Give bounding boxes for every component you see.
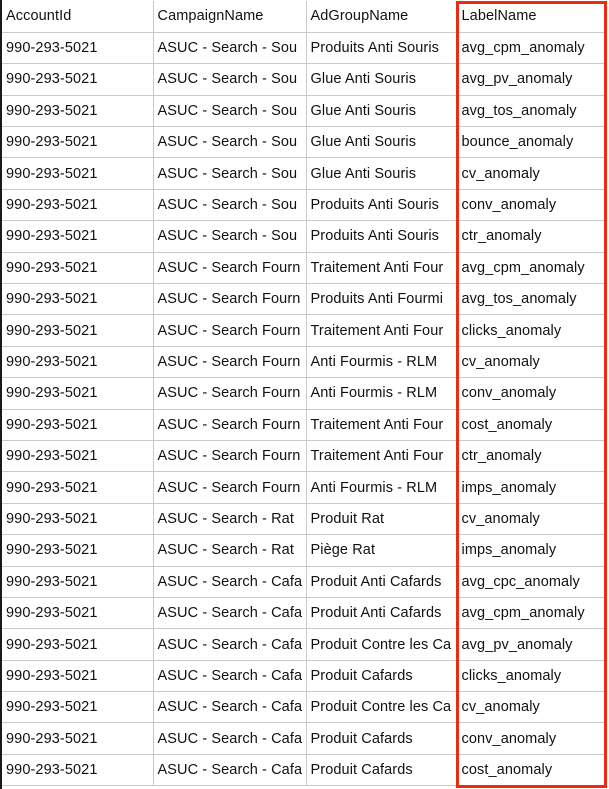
cell-labelname[interactable]: avg_cpm_anomaly — [457, 32, 607, 63]
cell-accountid[interactable]: 990-293-5021 — [2, 409, 153, 440]
table-row — [2, 95, 607, 126]
cell-accountid[interactable]: 990-293-5021 — [2, 566, 153, 597]
cell-accountid[interactable]: 990-293-5021 — [2, 64, 153, 95]
cell-accountid[interactable]: 990-293-5021 — [2, 95, 153, 126]
table-row — [2, 32, 607, 63]
cell-campaignname[interactable]: ASUC - Search - Cafa — [153, 754, 306, 785]
cell-accountid[interactable]: 990-293-5021 — [2, 629, 153, 660]
cell-labelname[interactable]: conv_anomaly — [457, 378, 607, 409]
table-row — [2, 692, 607, 723]
cell-campaignname[interactable]: ASUC - Search Fourn — [153, 284, 306, 315]
table-row — [2, 754, 607, 785]
cell-labelname[interactable]: ctr_anomaly — [457, 221, 607, 252]
cell-adgroupname[interactable]: Glue Anti Souris — [306, 95, 457, 126]
cell-campaignname[interactable]: ASUC - Search - Sou — [153, 221, 306, 252]
cell-accountid[interactable]: 990-293-5021 — [2, 252, 153, 283]
cell-labelname[interactable]: avg_cpm_anomaly — [457, 252, 607, 283]
cell-accountid[interactable]: 990-293-5021 — [2, 346, 153, 377]
cell-campaignname[interactable]: ASUC - Search - Rat — [153, 503, 306, 534]
cell-campaignname[interactable]: ASUC - Search Fourn — [153, 346, 306, 377]
cell-campaignname[interactable]: ASUC - Search - Cafa — [153, 629, 306, 660]
cell-accountid[interactable]: 990-293-5021 — [2, 754, 153, 785]
cell-accountid[interactable]: 990-293-5021 — [2, 32, 153, 63]
cell-labelname[interactable]: avg_cpm_anomaly — [457, 597, 607, 628]
cell-accountid[interactable]: 990-293-5021 — [2, 723, 153, 754]
cell-campaignname[interactable]: ASUC - Search - Sou — [153, 64, 306, 95]
cell-accountid[interactable]: 990-293-5021 — [2, 221, 153, 252]
table-row — [2, 346, 607, 377]
cell-accountid[interactable]: 990-293-5021 — [2, 692, 153, 723]
header-cell-labelname[interactable]: LabelName — [457, 1, 607, 32]
cell-accountid[interactable]: 990-293-5021 — [2, 189, 153, 220]
table-row — [2, 409, 607, 440]
cell-campaignname[interactable]: ASUC - Search Fourn — [153, 472, 306, 503]
cell-adgroupname[interactable]: Produits Anti Souris — [306, 189, 457, 220]
cell-accountid[interactable]: 990-293-5021 — [2, 535, 153, 566]
cell-campaignname[interactable]: ASUC - Search Fourn — [153, 378, 306, 409]
cell-campaignname[interactable]: ASUC - Search Fourn — [153, 409, 306, 440]
cell-labelname[interactable]: cv_anomaly — [457, 503, 607, 534]
cell-campaignname[interactable]: ASUC - Search - Cafa — [153, 723, 306, 754]
cell-labelname[interactable]: cv_anomaly — [457, 158, 607, 189]
cell-adgroupname[interactable]: Piège Rat — [306, 535, 457, 566]
cell-campaignname[interactable]: ASUC - Search - Sou — [153, 127, 306, 158]
table-row — [2, 535, 607, 566]
cell-accountid[interactable]: 990-293-5021 — [2, 503, 153, 534]
table-row — [2, 158, 607, 189]
cell-campaignname[interactable]: ASUC - Search - Sou — [153, 95, 306, 126]
cell-accountid[interactable]: 990-293-5021 — [2, 315, 153, 346]
cell-labelname[interactable]: avg_pv_anomaly — [457, 629, 607, 660]
cell-labelname[interactable]: conv_anomaly — [457, 189, 607, 220]
cell-accountid[interactable]: 990-293-5021 — [2, 158, 153, 189]
cell-accountid[interactable]: 990-293-5021 — [2, 597, 153, 628]
table-row — [2, 284, 607, 315]
cell-labelname[interactable]: cv_anomaly — [457, 346, 607, 377]
cell-adgroupname[interactable]: Produit Rat — [306, 503, 457, 534]
cell-labelname[interactable]: conv_anomaly — [457, 723, 607, 754]
cell-adgroupname[interactable]: Anti Fourmis - RLM — [306, 378, 457, 409]
spreadsheet-body — [2, 1, 607, 786]
table-row — [2, 127, 607, 158]
table-row — [2, 252, 607, 283]
table-row — [2, 189, 607, 220]
cell-labelname[interactable]: cost_anomaly — [457, 754, 607, 785]
header-row — [2, 1, 607, 32]
cell-campaignname[interactable]: ASUC - Search - Sou — [153, 158, 306, 189]
table-row — [2, 597, 607, 628]
table-row — [2, 629, 607, 660]
cell-accountid[interactable]: 990-293-5021 — [2, 284, 153, 315]
cell-campaignname[interactable]: ASUC - Search Fourn — [153, 315, 306, 346]
cell-accountid[interactable]: 990-293-5021 — [2, 127, 153, 158]
cell-labelname[interactable]: clicks_anomaly — [457, 315, 607, 346]
cell-adgroupname[interactable]: Produit Cafards — [306, 754, 457, 785]
cell-adgroupname[interactable]: Glue Anti Souris — [306, 127, 457, 158]
table-row — [2, 440, 607, 471]
cell-adgroupname[interactable]: Anti Fourmis - RLM — [306, 472, 457, 503]
cell-accountid[interactable]: 990-293-5021 — [2, 378, 153, 409]
table-row — [2, 315, 607, 346]
cell-adgroupname[interactable]: Traitement Anti Four — [306, 440, 457, 471]
cell-adgroupname[interactable]: Anti Fourmis - RLM — [306, 346, 457, 377]
cell-labelname[interactable]: avg_tos_anomaly — [457, 95, 607, 126]
cell-labelname[interactable]: cost_anomaly — [457, 409, 607, 440]
cell-accountid[interactable]: 990-293-5021 — [2, 440, 153, 471]
cell-accountid[interactable]: 990-293-5021 — [2, 660, 153, 691]
cell-campaignname[interactable]: ASUC - Search - Cafa — [153, 660, 306, 691]
cell-adgroupname[interactable]: Glue Anti Souris — [306, 158, 457, 189]
cell-labelname[interactable]: avg_tos_anomaly — [457, 284, 607, 315]
table-row — [2, 503, 607, 534]
table-row — [2, 472, 607, 503]
cell-campaignname[interactable]: ASUC - Search - Cafa — [153, 566, 306, 597]
cell-campaignname[interactable]: ASUC - Search - Sou — [153, 189, 306, 220]
spreadsheet-grid — [2, 1, 607, 786]
cell-adgroupname[interactable]: Produit Cafards — [306, 723, 457, 754]
header-cell-adgroupname[interactable]: AdGroupName — [306, 1, 457, 32]
cell-campaignname[interactable]: ASUC - Search - Rat — [153, 535, 306, 566]
cell-adgroupname[interactable]: Traitement Anti Four — [306, 252, 457, 283]
cell-adgroupname[interactable]: Produit Contre les Ca — [306, 629, 457, 660]
cell-labelname[interactable]: imps_anomaly — [457, 535, 607, 566]
cell-labelname[interactable]: ctr_anomaly — [457, 440, 607, 471]
cell-adgroupname[interactable]: Produits Anti Souris — [306, 32, 457, 63]
cell-adgroupname[interactable]: Produit Cafards — [306, 660, 457, 691]
cell-campaignname[interactable]: ASUC - Search - Cafa — [153, 692, 306, 723]
table-row — [2, 221, 607, 252]
cell-adgroupname[interactable]: Produit Anti Cafards — [306, 597, 457, 628]
cell-adgroupname[interactable]: Produit Anti Cafards — [306, 566, 457, 597]
cell-labelname[interactable]: imps_anomaly — [457, 472, 607, 503]
cell-campaignname[interactable]: ASUC - Search - Sou — [153, 32, 306, 63]
cell-labelname[interactable]: cv_anomaly — [457, 692, 607, 723]
table-row — [2, 660, 607, 691]
cell-adgroupname[interactable]: Produits Anti Souris — [306, 221, 457, 252]
cell-adgroupname[interactable]: Glue Anti Souris — [306, 64, 457, 95]
cell-adgroupname[interactable]: Traitement Anti Four — [306, 315, 457, 346]
cell-labelname[interactable]: bounce_anomaly — [457, 127, 607, 158]
table-row — [2, 64, 607, 95]
header-cell-accountid[interactable]: AccountId — [2, 1, 153, 32]
cell-campaignname[interactable]: ASUC - Search - Cafa — [153, 597, 306, 628]
table-row — [2, 566, 607, 597]
cell-adgroupname[interactable]: Produits Anti Fourmi — [306, 284, 457, 315]
table-row — [2, 378, 607, 409]
cell-adgroupname[interactable]: Traitement Anti Four — [306, 409, 457, 440]
cell-labelname[interactable]: clicks_anomaly — [457, 660, 607, 691]
header-cell-campaignname[interactable]: CampaignName — [153, 1, 306, 32]
cell-campaignname[interactable]: ASUC - Search Fourn — [153, 252, 306, 283]
cell-campaignname[interactable]: ASUC - Search Fourn — [153, 440, 306, 471]
table-row — [2, 723, 607, 754]
cell-labelname[interactable]: avg_cpc_anomaly — [457, 566, 607, 597]
cell-labelname[interactable]: avg_pv_anomaly — [457, 64, 607, 95]
cell-adgroupname[interactable]: Produit Contre les Ca — [306, 692, 457, 723]
cell-accountid[interactable]: 990-293-5021 — [2, 472, 153, 503]
